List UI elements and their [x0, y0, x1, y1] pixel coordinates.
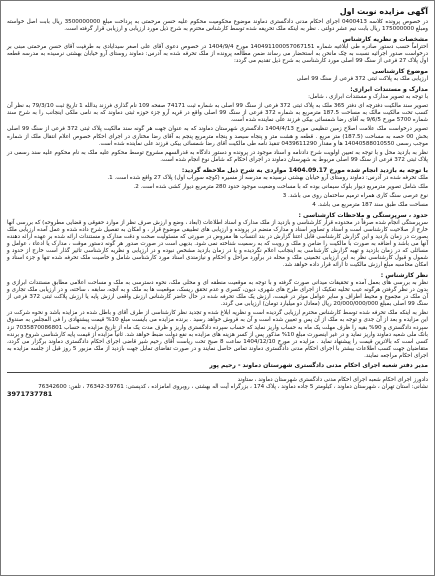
paragraph: ارزیابی ملک به پلاکت ثبتی 372 فرعی از سنگ 99 اصلی — [296, 76, 428, 83]
notice-code: 3971737781 — [7, 389, 53, 398]
paragraph: احتراماً حسب دستور صادره طی ابلاغیه شماره 140491100057067151 مورخ 1404/9/4 در خصوص دعوی آقای علی اصغر سیدایادی به طرفیت آقای حسن مرحمتی مبنی بر درخواست صدور اجرائیه نسبت به چک مانحن به استحضار می رساند ضمن مطالعه پرونده از ملک تحرفه شده به آدرس: دماوند روستای آرو خیابان بهشتی نرسیده به مدرسه قطعه اول پلاک 27 فرعی از سنگ 99 اصلی مورد کارشناسی به شرح ذیل تقدیم می گردد: — [7, 44, 428, 65]
section-heading: با توجه به بازدید انجام شده مورخ 1404.09.17 مواردی به شرح ذیل ملاحظه گردید: — [181, 166, 428, 174]
paragraph: تصویر سند مالکیت دفترچه ای دفتر 365 ملک به پلاک ثبتی 372 فرعی از سنگ 99 اصلی به شماره ثبت 74171 صفحه 109 نام گذاری فرزند یدالله 1 تاریخ ثبت 79/3/10 به نظر آن کسب تحت مالکیت مالک به مساحت 187.5 مترمربع به شماره 372 فرعی از سنگ 99 اصلی واقع در قریه آرو جزء حوزه ثبتی دماوند که به نامی ملکی اینجانب را به شرح سند شماره 5700 مورخ 9/6/5 به آقای رضا شمسائی بیکی فرزند علی نماینده شده است. — [7, 103, 429, 124]
divider — [7, 372, 428, 373]
paragraph: با توجه به تصویر مدارک و مستندات ابرازی ، شامل: — [308, 94, 428, 101]
section-heading: مدارک و مستندات ابرازی: — [350, 86, 428, 94]
list-item: نوع عرصی سنگ کاری همراه ترمیم ساختمان روی می باشد. 3 — [282, 192, 428, 199]
section-heading: مشخصات و نظریه کارشناس — [342, 36, 428, 44]
list-item: ملک شامل تصویر مترمربع دیوار بلوک سیمانی بوده که با مساحت وضعیت موجود حدود 280 مترمربع دیوار کشی شده است. 2. — [133, 183, 428, 190]
page-title: آگهی مزایده نوبت اول — [339, 7, 428, 16]
section-heading: حدود ، سرپرستگی و ملاحظات کارشناسی : — [298, 211, 428, 219]
footer-org: دادورز اجرای احکام شعبه اجرای احکام مدنی دادگستری شهرستان دماوند ، ستاوند — [237, 376, 428, 383]
paragraph: نظر به بررسی های بعمل آمده و تحقیقات میدانی صورت گرفته و با توجه به موقعیت منطقه ای و محلی ملک، نحوه دسترسی به ملک و مساحت اعلامی مطابق مستندات ابرازی و بدون در نظر گرفتن هرگونه عیب تخلیه تفکیک از اجرای طرح های شهری، دیون، کسری و عدم تحقق ریسک، موقعیت ها به ملک و به آنچه، سابقه ، ساخته، و در ارزیابی ملک تجاری و آن ملک در مجموع و محیط اطراف و سایر عوامل موثر در قیمت، ارزش یک ملک تحرفه شده در حال حاضر کارشناس ارزش واقعی ارزش پایه یا ارزش پلاکت ثبتی 372 فرعی از سنگ 99 اصلی بمبلغ 20/000/000/000 ریال (معادل دو میلیارد تومان) ارزیابی می گردد. — [7, 280, 428, 308]
paragraph: نظر به اینکه ملک تحرفه شده توسط کارشناس محترم ارزیابی گردیده است و نظریه ابلاغ شده و تجدید نظر کارشناسی از طرف آقای و باطل شده در مزایده باشد و نحوه شرکت در این مزایده و بعد از آن جدی و توجه به ملک از آن پس و تعیین شده است و آن به فروش خواهد رسید . برنده مزایده می بایست مبلغ 10% قیمت پیشنهادی را فی المجلس به صندوق سپرده دادگستری و 90% بقیه را ظرف مهلت یک ماه به حساب واریز نماید که حساب سپرده دادگستری واریز و ظرف مدت یک ماه از تاریخ مزایده به حساب 7035870086801 نزد بانک ملی شعبه دماوند واریز نماید و در غیر اینصورت مبلغ 10% مذکور پس از کسر هزینه های مزایده به نفع دولت ضبط خواهد شد. ثانیاً مزایده از قیمت پایه کارشناسی شروع و برنده کسی است که بالاترین قیمت را پیشنهاد نماید . مزایده در مورخ 1404/12/10 ساعت 8 صبح تحت ریاست آقای رحیم شیر قاضی اجرای احکام دادگستری دماوند برگزار می گردد، متقاضیان جهت کسب اطلاعات بیشتر با اجرای احکام مدنی دادگستری دماوند تماس حاصل نمایند و در صورت تقاضای تمایل جهت بازدید از ملک مزبور 5 روز قبل از جلسه مزایده به اجرای احکام مراجعه نمایند. — [7, 310, 428, 359]
footer-address: نشانی: استان تهران ، شهرستان دماوند ، کیلومتر 5 جاده دماوند ، پلاک 174 ، بزرگراه آیت اله بهشتی ، روبروی امامزاده ، کدپستی: 39761-76342 ، تلفن: 76342600 — [38, 383, 428, 390]
paragraph: نظر به بازدید محل و با توجه به تعیین اولویت شرح دادنامه و اسناد موجود در پرونده و دستور دادگاه به قدرالسهم مشروح توسط محکوم علیه ملک به نام محکوم علیه سند رسمی در پلاک ثبتی 372 فرعی از سنگ 99 اصلی مربوط به شهرستان دماوند در اجرای احکام که شامل نوع انجام شده است. — [7, 149, 428, 163]
list-item: مساحت ملک طبق سند 187 مترمربع می باشد. 4 — [312, 201, 428, 208]
footer — [7, 376, 428, 398]
signature: مدیر دفتر شعبه اجرای احکام مدنی دادگستری شهرستان دماوند - رحیم پور — [209, 361, 428, 369]
section-heading: موضوع کارشناسی — [372, 68, 428, 76]
intro-paragraph: در خصوص پرونده کلاسه 0400413 اجرای احکام مدنی دادگستری دماوند موضوع محکومیت محکوم علیه حسن مرحمتی به پرداخت مبلغ 3500000000 ریال بابت اصل خواسته ومبلغ 175000000 ریال بابت نیم عشر دولتی . نظر به اینکه ملک تحریفه شده توسط کارشناس محترم به شرح ذیل مورد ارزیابی و ارزیابی قرار گرفته است. — [7, 19, 428, 33]
paragraph: تصویر درخواست ملک علامت اصلاح زمین تنظیمی مورخ 1404/4/13 دادگستری شهرستان دماوند که به عنوان جهت هر گونه سند مالکیت پلاک ثبتی 372 فرعی از سنگ 99 اصلی بخش 00 حصه به مساحت (187.5) متر مربع . قطعه و هشت متر و پنجاه سیصد و ینجاه مترمربع پنجم به آقای رضا مختاری در اجرای احکام خصوص اعلام انتقال ملک از شماره موجب رسمی 14040588010550 ها و مقدار 0439611290 تنفیذ نامه طی مالکیت آقای رضا شمسائی بیکی فرزند علی نماینده شده است. — [7, 126, 428, 147]
section-heading: نظر کارشناس : — [380, 272, 428, 280]
paragraph: سرپرستگی انجام شده صرفاً در محدوده قرار کارشناسی و بازدید از ملک مدارک و اسناد اطلاعات (ابعاد ، وضع و ارزش صرف نظر از موارد حقوقی و قضایی مطروحه) که بررسی آنها خارج از صلاحیت کارشناسی است و اسناد و تصاویر اسناد و مدارک منضم در پرونده و ارزیابی های تطبیقی موضوع قرار ، و امکان به تفصیل شرح داده شده و عمل آمده ارزیابی ملک بصورت در زمان بازدید و این گزارش کارشناسی قابل اعتنا گزارش در بند انتساب ها مفروض در صورتی که مسئولیت صحت و دقت مدارک و مستندات ارائه شده بر عهده ارائه دهنده آنها می باشد و اضافه به صورت با مالکیت را ضامن و ملک و رویت که به رسمیت شناخته نمی شود. بدیهی است در صورت صدور هر گونه دستور موقت ، مدارک یا ادعاء ، عوامل و مسائلی که در زمان بازدید و تهیه گزارش کارشناسی به اینجانب اعلام نگردیده و یا در زمان بازدید مشخص نبوده و در ارزیابی و نظریه کارشناسی تاثیر گذار است خارج از حدود و شمول و قبول کارشناسی نظر به این ارزیابی تخمینی ملک و محله در برآورد مراحل و احکام و نیازمندی اسناد مورد کارشناسی شامل و خاصیت ملک تحرفه شده تنها و جزء اسناد و امکان محاسبه مبلغ ارزش مالکیت تا ارائه قرار داده خواهد شد. — [7, 219, 428, 269]
list-item: ملک تحرفه شده در آدرس: دماوند روستای آرو خیابان بهشتی نرسیده به مدرسه از مسیره (کوچه سوراب اول) پلاک 27 واقع شده است. 1. — [107, 174, 428, 181]
